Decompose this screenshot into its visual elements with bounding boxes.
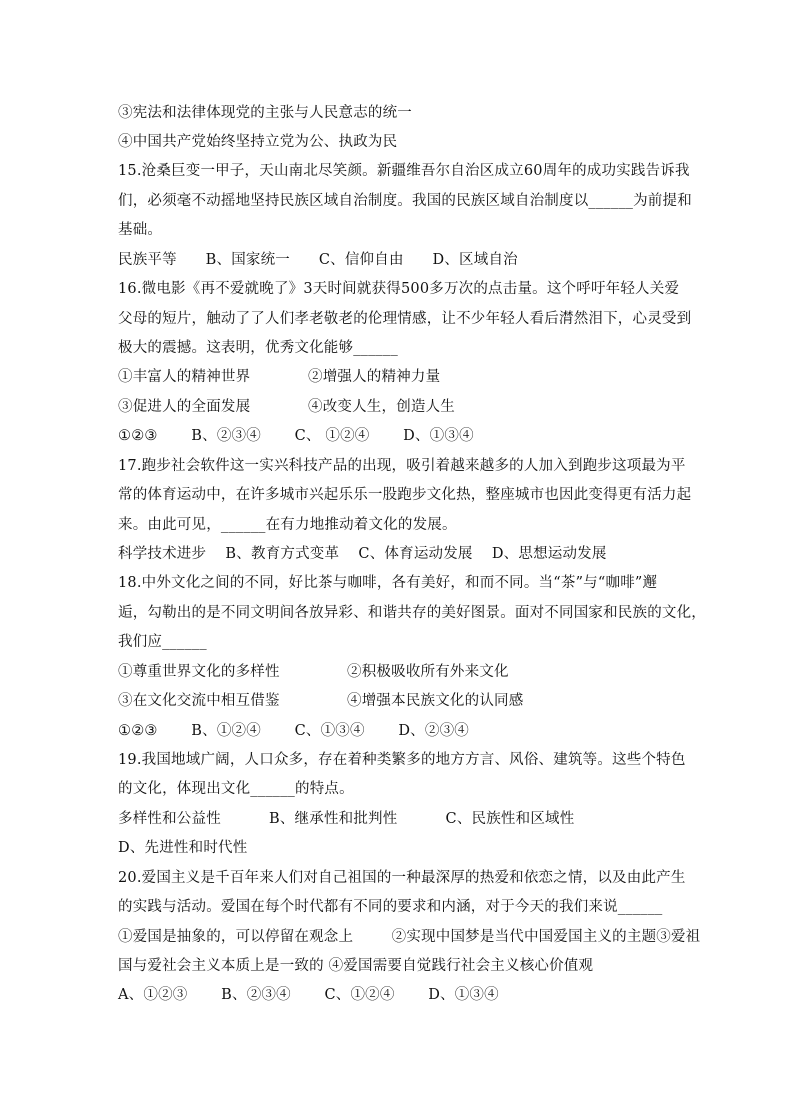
- text-line: 我们应______: [118, 634, 207, 650]
- text-line: 极大的震撼。这表明，优秀文化能够______: [118, 340, 398, 356]
- text-line: 16.微电影《再不爱就晚了》3天时间就获得500多万次的点击量。这个呼吁年轻人关爱: [118, 281, 680, 297]
- text-line: 15.沧桑巨变一甲子，天山南北尽笑颜。新疆维吾尔自治区成立60周年的成功实践告诉我: [118, 163, 690, 179]
- text-line: 基础。: [118, 222, 163, 238]
- text-line: ①②③ B、①②④ C、①③④ D、②③④: [118, 723, 469, 739]
- text-line: 科学技术进步 B、教育方式变革 C、体育运动发展 D、思想运动发展: [118, 546, 607, 562]
- text-line: D、先进性和时代性: [118, 840, 248, 856]
- text-line: ③在文化交流中相互借鉴 ④增强本民族文化的认同感: [118, 693, 524, 709]
- text-line: 逅，勾勒出的是不同文明间各放异彩、和谐共存的美好图景。面对不同国家和民族的文化，: [118, 605, 706, 621]
- text-line: 们，必须毫不动摇地坚持民族区域自治制度。我国的民族区域自治制度以______为前提和: [118, 193, 692, 209]
- text-line: 19.我国地域广阔，人口众多，存在着种类繁多的地方方言、风俗、建筑等。这些个特色: [118, 752, 686, 768]
- text-line: 的文化，体现出文化______的特点。: [118, 781, 354, 797]
- text-line: 17.跑步社会软件这一实兴科技产品的出现，吸引着越来越多的人加入到跑步这项最为平: [118, 458, 686, 474]
- text-line: 父母的短片，触动了了人们孝老敬老的伦理情感，让不少年轻人看后潸然泪下，心灵受到: [118, 311, 692, 327]
- text-line: 20.爱国主义是千百年来人们对自己祖国的一种最深厚的热爱和依恋之情，以及由此产生: [118, 870, 686, 886]
- text-line: 18.中外文化之间的不同，好比茶与咖啡，各有美好，和而不同。当“茶”与“咖啡”邂: [118, 575, 658, 591]
- text-line: ①尊重世界文化的多样性 ②积极吸收所有外来文化: [118, 664, 509, 680]
- text-line: ①丰富人的精神世界 ②增强人的精神力量: [118, 369, 441, 385]
- text-line: 的实践与活动。爱国在每个时代都有不同的要求和内涵，对于今天的我们来说______: [118, 899, 663, 915]
- text-line: 来。由此可见，______在有力地推动着文化的发展。: [118, 517, 457, 533]
- text-line: 多样性和公益性 B、继承性和批判性 C、民族性和区域性: [118, 811, 575, 827]
- text-line: 常的体育运动中，在许多城市兴起乐乐一股跑步文化热，整座城市也因此变得更有活力起: [118, 487, 692, 503]
- text-line: A、①②③ B、②③④ C、①②④ D、①③④: [118, 987, 499, 1003]
- text-line: ④中国共产党始终坚持立党为公、执政为民: [118, 134, 398, 150]
- text-line: ③促进人的全面发展 ④改变人生，创造人生: [118, 399, 456, 415]
- text-line: 民族平等 B、国家统一 C、信仰自由 D、区域自治: [118, 252, 518, 268]
- text-line: ①②③ B、②③④ C、 ①②④ D、①③④: [118, 428, 474, 444]
- text-line: ①爱国是抽象的，可以停留在观念上 ②实现中国梦是当代中国爱国主义的主题③爱祖: [118, 929, 701, 945]
- text-line: ③宪法和法律体现党的主张与人民意志的统一: [118, 105, 412, 121]
- text-line: 国与爱社会主义本质上是一致的 ④爱国需要自觉践行社会主义核心价值观: [118, 958, 594, 974]
